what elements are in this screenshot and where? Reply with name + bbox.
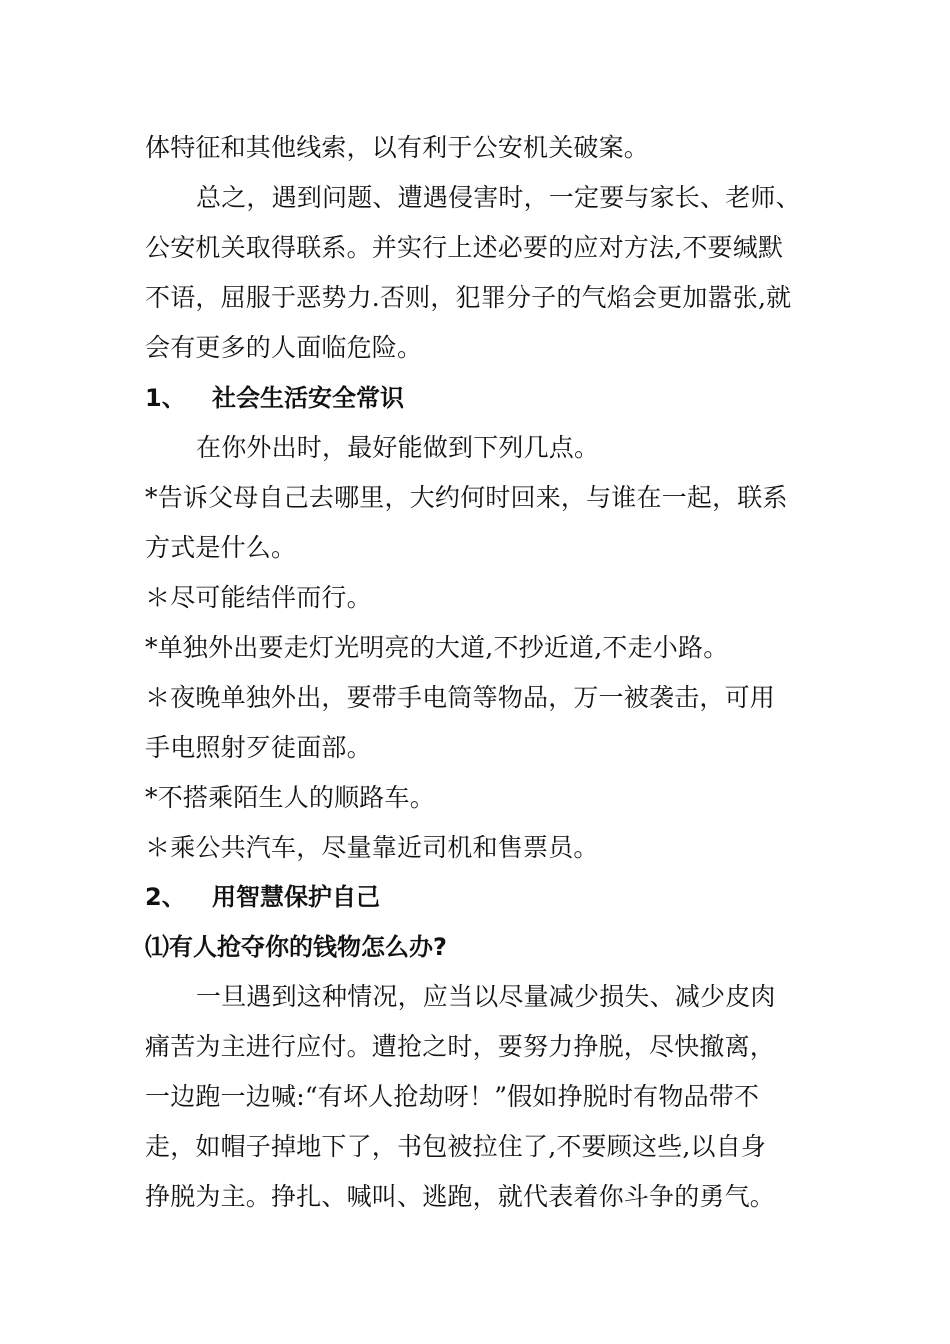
paragraph-line: 一旦遇到这种情况，应当以尽量减少损失、减少皮肉 bbox=[196, 982, 776, 1011]
paragraph-line: 不语，屈服于恶势力.否则，犯罪分子的气焰会更加嚣张,就 bbox=[145, 283, 792, 312]
paragraph-line: 会有更多的人面临危险。 bbox=[145, 333, 423, 362]
list-item: *单独外出要走灯光明亮的大道,不抄近道,不走小路。 bbox=[145, 633, 729, 662]
list-item: *不搭乘陌生人的顺路车。 bbox=[145, 783, 435, 812]
subsection-title: ⑴有人抢夺你的钱物怎么办? bbox=[145, 933, 447, 961]
list-item: ＊乘公共汽车，尽量靠近司机和售票员。 bbox=[145, 833, 599, 862]
paragraph-line: 一边跑一边喊:“有坏人抢劫呀！”假如挣脱时有物品带不 bbox=[145, 1082, 760, 1111]
section-heading-2 bbox=[145, 882, 380, 912]
list-item: 手电照射歹徒面部。 bbox=[145, 733, 372, 762]
paragraph-line: 体特征和其他线索，以有利于公安机关破案。 bbox=[145, 133, 650, 162]
list-item: ＊尽可能结伴而行。 bbox=[145, 583, 372, 612]
list-item: ＊夜晚单独外出，要带手电筒等物品，万一被袭击，可用 bbox=[145, 683, 776, 712]
section-intro: 在你外出时，最好能做到下列几点。 bbox=[196, 433, 600, 462]
paragraph-line: 总之，遇到问题、遭遇侵害时，一定要与家长、老师、 bbox=[196, 183, 801, 212]
section-number: 1、 bbox=[145, 384, 186, 412]
paragraph-line: 走，如帽子掉地下了，书包被拉住了,不要顾这些,以自身 bbox=[145, 1132, 767, 1161]
list-item: 方式是什么。 bbox=[145, 533, 297, 562]
section-number: 2、 bbox=[145, 883, 186, 911]
paragraph-line: 公安机关取得联系。并实行上述必要的应对方法,不要缄默 bbox=[145, 233, 784, 262]
section-title: 用智慧保护自己 bbox=[212, 883, 380, 911]
section-title: 社会生活安全常识 bbox=[212, 384, 404, 412]
paragraph-line: 痛苦为主进行应付。遭抢之时，要努力挣脱，尽快撤离， bbox=[145, 1032, 776, 1061]
paragraph-line: 挣脱为主。挣扎、喊叫、逃跑，就代表着你斗争的勇气。 bbox=[145, 1182, 776, 1211]
section-heading-1 bbox=[145, 383, 404, 413]
list-item: *告诉父母自己去哪里，大约何时回来，与谁在一起，联系 bbox=[145, 483, 788, 512]
